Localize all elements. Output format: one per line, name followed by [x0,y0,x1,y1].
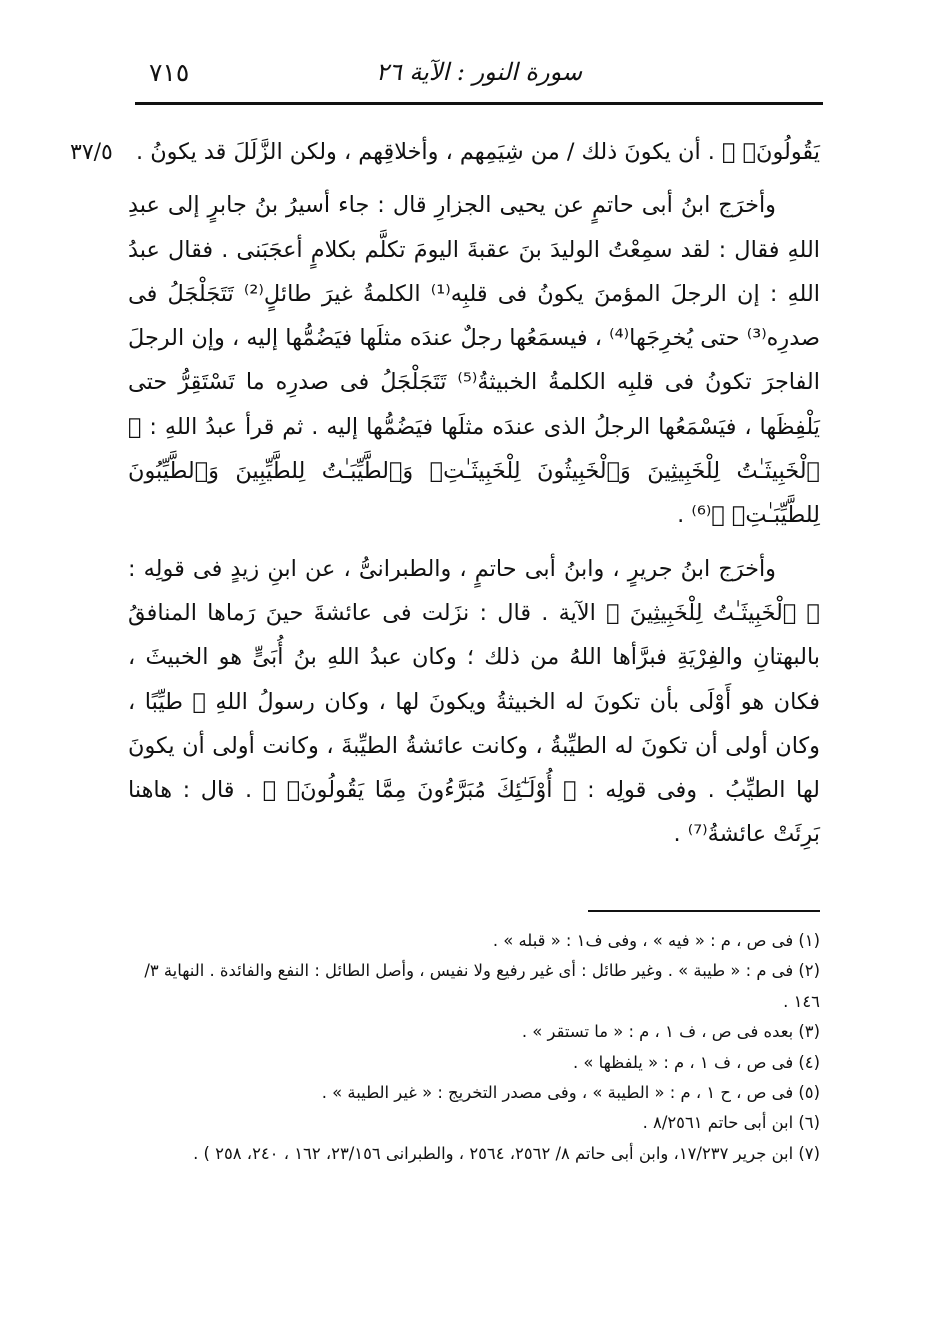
page-header [135,50,823,94]
footnote-1: (١) فى ص ، م : « فيه » ، وفى ف١ : « قبله » . [492,931,820,950]
footnote-separator [588,910,820,912]
footnote-6: (٦) ابن أبى حاتم ٨/٢٥٦١ . [642,1113,820,1133]
footnotes [128,926,820,1169]
running-title: سورة النور : الآية ٢٦ [375,58,583,86]
footnote-3: (٣) بعده فى ص ، ف ١ ، م : « ما تستقر » . [521,1022,820,1042]
footnote-2: (٢) فى م : « طيبة » . وغير طائل : أى غير رفيع ولا نفيس ، وأصل الطائل : النفع والفائدة . النهاية ٣/ ١٤٦ . [144,961,820,1011]
page-number: ٧١٥ [149,58,190,87]
paragraph-yahya-aljazzar: وأخرَج ابنُ أبى حاتمٍ عن يحيى الجزارِ قال : جاء أسيرُ بنُ جابرٍ إلى عبدِ اللهِ فقال : لقد سمِعْتُ الوليدَ بنَ عقبةَ اليومَ تكلَّم بكلامٍ أعجَبَنى . فقال عبدُ اللهِ : إن الرجلَ المؤمنَ يكونُ فى قلبِه⁽¹⁾ الكلمةُ غيرَ طائلٍ⁽²⁾ تَتَجَلْجَلُ فى صدرِه⁽³⁾ حتى يُخرِجَها⁽⁴⁾ ، فيسمَعُها رجلٌ عندَه مثلَها فيَضُمُّها إليه ، وإن الرجلَ الفاجرَ تكونُ فى قلبِه الكلمةُ الخبيثةُ⁽⁵⁾ تَتَجَلْجَلُ فى صدرِه ما تَسْتَقِرُّ حتى يَلْفِظَها ، فيَسْمَعُها الرجلُ الذى عندَه مثلَها فيَضُمُّها إليه . ثم قرأ عبدُ اللهِ : ﴿ ٱلْخَبِيثَـٰتُ لِلْخَبِيثِينَ وَٱلْخَبِيثُونَ لِلْخَبِيثَـٰتِۖ وَٱلطَّيِّبَـٰتُ لِلطَّيِّبِينَ وَٱلطَّيِّبُونَ لِلطَّيِّبَـٰتِۚ ﴾⁽⁶⁾ . [128,192,820,529]
paragraph-ibn-zayd: وأخرَج ابنُ جريرٍ ، وابنُ أبى حاتمٍ ، والطبرانىُّ ، عن ابنِ زيدٍ فى قولِه : ﴿ ٱلْخَبِيثَـٰتُ لِلْخَبِيثِينَ ﴾ الآية . قال : نزَلت فى عائشةَ حينَ رَماها المنافقُ بالبهتانِ والفِرْيَةِ فبرَّأها اللهُ من ذلك ؛ وكان عبدُ اللهِ بنُ أُبَىٍّ هو الخبيثَ ، فكان هو أَوْلَى بأن تكونَ له الخبيثةُ ويكونَ لها ، وكان رسولُ اللهِ ﷺ طيِّبًا ، وكان أولى أن تكونَ له الطيِّبةُ ، وكانت عائشةُ الطيِّبةَ ، وكانت أولى أن يكونَ لها الطيِّبُ . وفى قولِه : ﴿ أُوْلَـٰٓئِكَ مُبَرَّءُونَ مِمَّا يَقُولُونَۖ ﴾ . قال : هاهنا بَرِئَتْ عائشةُ⁽⁷⁾ . [128,555,820,848]
footnote-4: (٤) فى ص ، ف ١ ، م : « يلفظها » . [572,1052,820,1072]
margin-reference: ٣٧/٥ [70,140,113,165]
footnote-7: (٧) ابن جرير ١٧/٢٣٧، وابن أبى حاتم ٨/ ٢٥٦٢، ٢٥٦٤ ، والطبرانى ٢٣/١٥٦، ١٦٢ ، ٢٤٠، ٢٥٨ ) . [193,1143,820,1163]
body-text [128,130,820,866]
header-rule [135,102,823,105]
footnote-5: (٥) فى ص ، ح ١ ، م : « الطيبة » ، وفى مصدر التخريج : « غير الطيبة » . [321,1083,820,1103]
paragraph-continuation: يَقُولُونَۖ ﴾ . أن يكونَ ذلك / من شِيَمِهم ، وأخلاقِهم ، ولكن الزَّلَلَ قد يكونُ . [135,139,820,165]
